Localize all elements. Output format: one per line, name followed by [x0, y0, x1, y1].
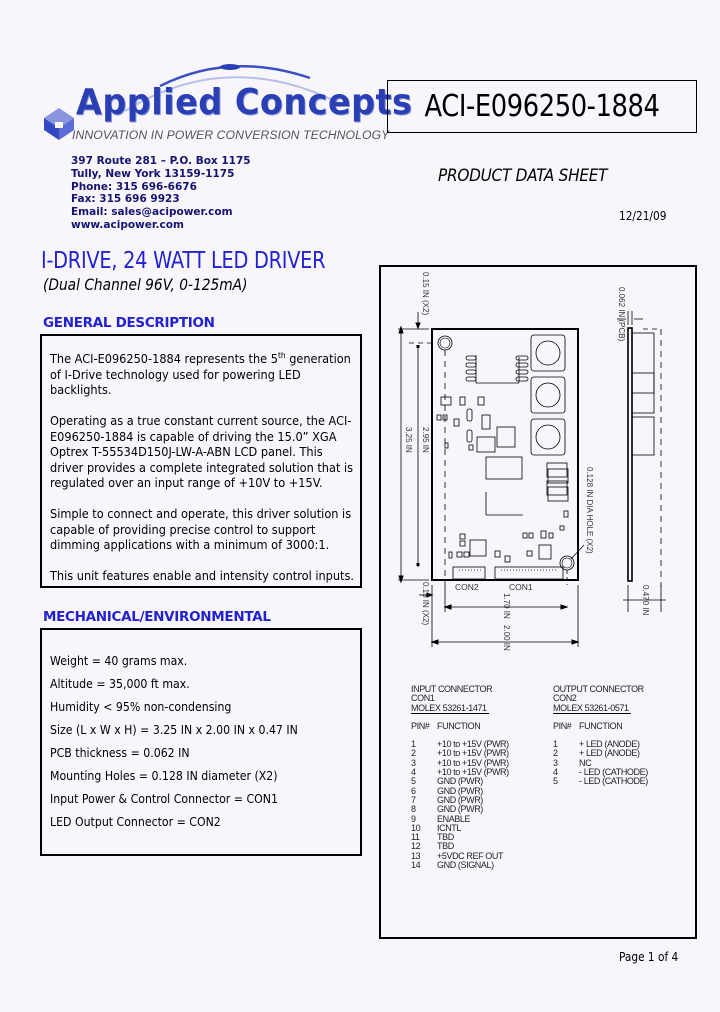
mechanical-heading: MECHANICAL/ENVIRONMENTAL	[43, 609, 271, 625]
svg-text:3.25 IN: 3.25 IN	[404, 427, 413, 453]
spec-pcb-thickness: PCB thickness = 0.062 IN	[50, 746, 190, 760]
spec-output-connector: LED Output Connector = CON2	[50, 815, 221, 829]
pin-row: 12 TBD	[411, 841, 454, 852]
pin-row: 1 +10 to +15V (PWR)	[411, 739, 509, 750]
input-connector-id: CON1	[411, 693, 435, 704]
mechanical-box	[40, 628, 362, 856]
product-title: I-DRIVE, 24 WATT LED DRIVER	[41, 248, 326, 274]
svg-text:2.00 IN: 2.00 IN	[502, 625, 511, 651]
col-function: FUNCTION	[437, 720, 481, 731]
address-city: Tully, New York 13159-1175	[71, 167, 235, 180]
col-pin: PIN#	[553, 720, 572, 731]
mechanical-drawing-frame	[379, 265, 697, 939]
pin-row: 14 GND (SIGNAL)	[411, 860, 494, 871]
svg-text:0.128 IN DIA HOLE (X2): 0.128 IN DIA HOLE (X2)	[585, 467, 594, 554]
company-address	[71, 155, 251, 232]
col-pin: PIN#	[411, 720, 430, 731]
input-connector-table	[411, 685, 509, 870]
pin-row: 11 TBD	[411, 832, 454, 843]
pin-row: 8 GND (PWR)	[411, 804, 483, 815]
website-link[interactable]: www.acipower.com	[71, 218, 184, 231]
pin-row: 6 GND (PWR)	[411, 785, 483, 796]
pin-row: 13 +5VDC REF OUT	[411, 850, 504, 861]
doc-type: PRODUCT DATA SHEET	[438, 166, 608, 186]
output-connector-id: CON2	[553, 693, 577, 704]
svg-text:CON2: CON2	[455, 582, 479, 592]
svg-text:CON1: CON1	[509, 582, 533, 592]
spec-weight: Weight = 40 grams max.	[50, 654, 188, 668]
spec-mounting-holes: Mounting Holes = 0.128 IN diameter (X2)	[50, 769, 278, 783]
description-paragraph: Operating as a true constant current source, the ACI-E096250-1884 is capable of driving the 15.0” XGA Optrex T-55534D150J-LW-A-ABN LCD panel. This driver provides a complete integrated solution that is regulated over an input range of +10V to +15V.	[50, 414, 354, 490]
mechanical-list	[50, 654, 374, 838]
pin-row: 2 + LED (ANODE)	[553, 748, 640, 759]
page-number: Page 1 of 4	[619, 950, 679, 964]
address-line: 397 Route 281 – P.O. Box 1175	[71, 155, 251, 167]
output-connector-part: MOLEX 53261-0571	[553, 704, 631, 714]
description-paragraph: This unit features enable and intensity control inputs.	[50, 569, 355, 583]
col-function: FUNCTION	[579, 720, 623, 731]
product-subtitle: (Dual Channel 96V, 0-125mA)	[43, 275, 248, 294]
output-connector-title: OUTPUT CONNECTOR	[553, 684, 644, 694]
spec-input-connector: Input Power & Control Connector = CON1	[50, 792, 278, 806]
svg-text:0.15 IN (X2): 0.15 IN (X2)	[421, 272, 430, 316]
fax: Fax: 315 696 9923	[71, 193, 180, 206]
spec-humidity: Humidity < 95% non-condensing	[50, 700, 232, 714]
svg-text:0.15 IN (X2): 0.15 IN (X2)	[421, 582, 430, 626]
spec-altitude: Altitude = 35,000 ft max.	[50, 677, 190, 691]
description-paragraph: Simple to connect and operate, this driver solution is capable of providing precise control to support dimming applications with a minimum of 3000:1.	[50, 507, 352, 552]
svg-text:0.062 IN (PCB): 0.062 IN (PCB)	[617, 287, 626, 342]
description-paragraph: The ACI-E096250-1884 represents the 5th generation of I-Drive technology used for powering LED backlights.	[50, 350, 351, 397]
spec-size: Size (L x W x H) = 3.25 IN x 2.00 IN x 0.47 IN	[50, 723, 298, 737]
part-number-box	[387, 80, 697, 133]
pin-row: 4 - LED (CATHODE)	[553, 767, 648, 778]
pin-row: 5 GND (PWR)	[411, 776, 483, 787]
doc-date: 12/21/09	[619, 209, 667, 223]
pin-row: 7 GND (PWR)	[411, 794, 483, 805]
output-connector-table	[553, 685, 648, 787]
svg-text:1.70 IN: 1.70 IN	[502, 593, 511, 619]
company-tagline: INNOVATION IN POWER CONVERSION TECHNOLOGY	[72, 128, 390, 142]
general-description-heading: GENERAL DESCRIPTION	[43, 315, 215, 331]
pin-row: 5 - LED (CATHODE)	[553, 776, 648, 787]
pin-row: 3 +10 to +15V (PWR)	[411, 757, 509, 768]
email-link[interactable]: Email: sales@acipower.com	[71, 206, 233, 219]
pin-row: 9 ENABLE	[411, 813, 471, 824]
input-connector-part: MOLEX 53261-1471	[411, 704, 489, 714]
pin-row: 2 +10 to +15V (PWR)	[411, 748, 509, 759]
general-description-box	[40, 334, 362, 588]
general-description-text	[50, 352, 357, 600]
part-number: ACI-E096250-1884	[424, 89, 660, 124]
company-logo-name: Applied Concepts	[76, 82, 413, 123]
input-connector-title: INPUT CONNECTOR	[411, 684, 493, 694]
svg-text:0.470 IN: 0.470 IN	[641, 585, 650, 616]
svg-text:2.95 IN: 2.95 IN	[421, 427, 430, 453]
phone: Phone: 315 696-6676	[71, 180, 197, 193]
pin-row: 1 + LED (ANODE)	[553, 739, 640, 750]
logo-cube-icon	[42, 106, 76, 142]
pin-row: 3 NC	[553, 757, 592, 768]
pin-row: 10 ICNTL	[411, 822, 462, 833]
pin-row: 4 +10 to +15V (PWR)	[411, 767, 509, 778]
